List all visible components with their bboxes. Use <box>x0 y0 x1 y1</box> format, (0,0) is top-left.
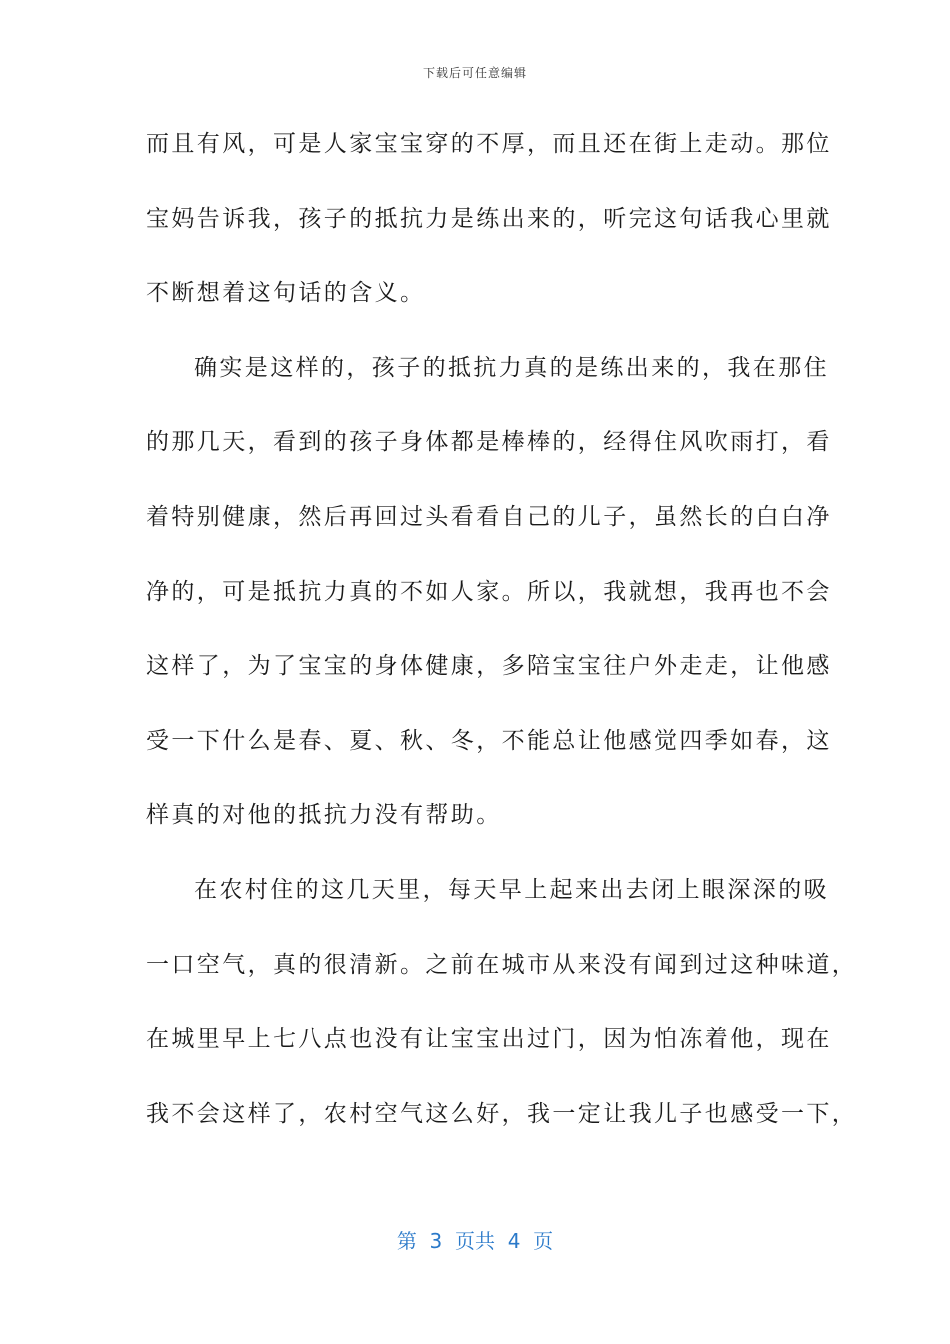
body-line: 着特别健康，然后再回过头看看自己的儿子，虽然长的白白净 <box>146 503 832 530</box>
body-line: 一口空气，真的很清新。之前在城市从来没有闻到过这种味道， <box>146 951 858 978</box>
body-line: 我不会这样了，农村空气这么好，我一定让我儿子也感受一下， <box>146 1100 858 1127</box>
body-line: 在城里早上七八点也没有让宝宝出过门，因为怕冻着他，现在 <box>146 1026 832 1053</box>
body-line: 而且有风，可是人家宝宝穿的不厚，而且还在街上走动。那位 <box>146 131 832 157</box>
page-number: 第 3 页共 4 页 <box>396 1229 554 1253</box>
body-line: 受一下什么是春、夏、秋、冬，不能总让他感觉四季如春，这 <box>146 727 832 754</box>
body-line: 这样了，为了宝宝的身体健康，多陪宝宝往户外走走，让他感 <box>146 653 832 680</box>
body-line: 宝妈告诉我，孩子的抵抗力是练出来的，听完这句话我心里就 <box>146 205 832 232</box>
body-line: 的那几天，看到的孩子身体都是棒棒的，经得住风吹雨打，看 <box>146 429 832 456</box>
page-header-note: 下载后可任意编辑 <box>422 66 527 80</box>
paragraph-first-line: 在农村住的这几天里，每天早上起来出去闭上眼深深的吸 <box>194 876 829 903</box>
body-line: 不断想着这句话的含义。 <box>146 280 426 307</box>
body-line: 净的，可是抵抗力真的不如人家。所以，我就想，我再也不会 <box>146 578 832 605</box>
document-body <box>146 122 858 1166</box>
paragraph-first-line: 确实是这样的，孩子的抵抗力真的是练出来的，我在那住 <box>194 354 829 381</box>
body-line: 样真的对他的抵抗力没有帮助。 <box>146 802 502 829</box>
